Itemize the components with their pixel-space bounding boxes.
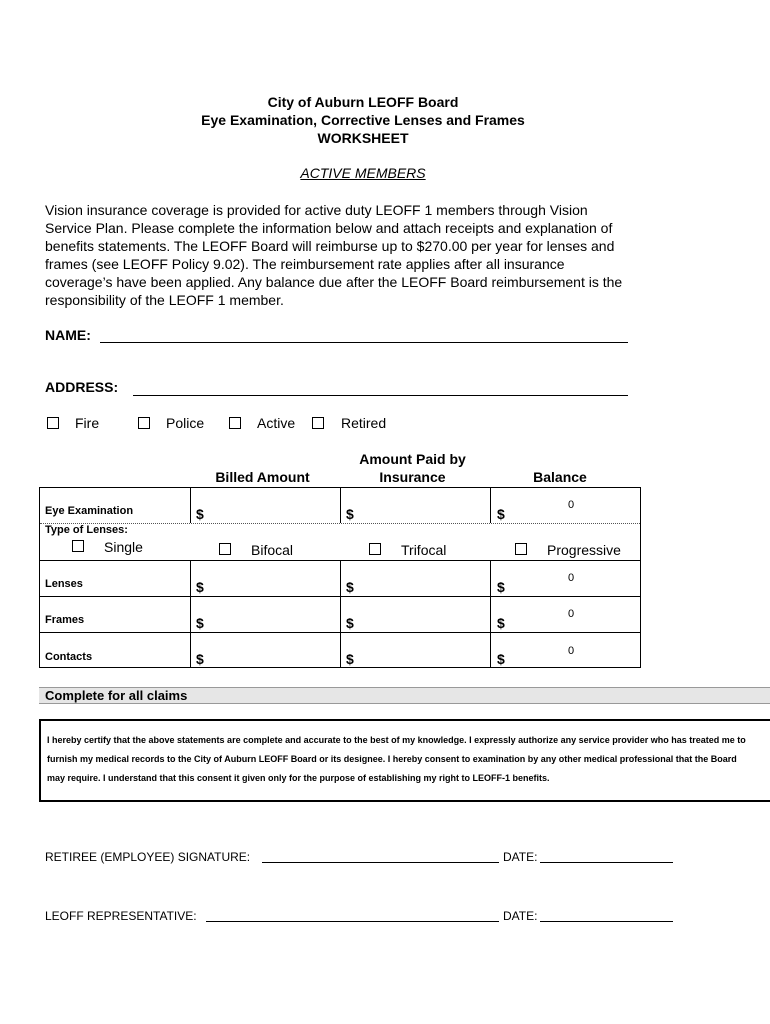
representative-date-field[interactable] xyxy=(540,907,673,922)
progressive-lens-label: Progressive xyxy=(547,542,621,558)
eye-paid-dollar[interactable]: $ xyxy=(346,506,354,522)
intro-line: frames (see LEOFF Policy 9.02). The reimbursement rate applies after all insurance xyxy=(45,256,565,272)
address-field[interactable] xyxy=(133,381,628,396)
form-subtitle: ACTIVE MEMBERS xyxy=(300,165,426,181)
bifocal-lens-label: Bifocal xyxy=(251,542,294,558)
trifocal-lens-checkbox[interactable] xyxy=(369,543,381,555)
frames-balance-dollar[interactable]: $ xyxy=(497,615,505,631)
table-row-divider xyxy=(40,632,640,633)
lenses-paid-dollar[interactable]: $ xyxy=(346,579,354,595)
table-row-divider xyxy=(40,596,640,597)
col-balance: Balance xyxy=(533,469,587,485)
table-divider xyxy=(340,560,341,668)
eye-balance-value: 0 xyxy=(568,499,575,511)
retiree-date-label: DATE: xyxy=(503,850,538,864)
retiree-signature-field[interactable] xyxy=(262,848,499,863)
retiree-signature-label: RETIREE (EMPLOYEE) SIGNATURE: xyxy=(45,850,251,864)
retired-label: Retired xyxy=(341,415,387,431)
bifocal-lens-checkbox[interactable] xyxy=(219,543,231,555)
col-billed-amount: Billed Amount xyxy=(215,469,310,485)
form-title-line2: Eye Examination, Corrective Lenses and Frames xyxy=(201,112,525,128)
banner-text: Complete for all claims xyxy=(45,688,188,703)
leoff-representative-field[interactable] xyxy=(206,907,499,922)
table-divider xyxy=(190,488,191,523)
retired-checkbox[interactable] xyxy=(312,417,324,429)
table-divider xyxy=(190,560,191,668)
frames-balance-value: 0 xyxy=(568,608,575,620)
active-label: Active xyxy=(257,415,296,431)
row-eye-examination: Eye Examination xyxy=(45,505,134,517)
table-row-divider xyxy=(40,560,640,561)
form-title-line1: City of Auburn LEOFF Board xyxy=(267,94,459,110)
lenses-balance-dollar[interactable]: $ xyxy=(497,579,505,595)
representative-date-label: DATE: xyxy=(503,909,538,923)
frames-billed-dollar[interactable]: $ xyxy=(196,615,204,631)
table-divider xyxy=(490,560,491,668)
col-amount-paid-line2: Insurance xyxy=(379,469,446,485)
intro-paragraph xyxy=(45,201,695,309)
certification-text: I hereby certify that the above statements are complete and accurate to the best of my knowledge. I expressly authorize any service provider who has treated me to furnish my medical records to the City of Auburn LEOFF Board or its designee. I hereby consent to examination by any other medical professional that the Board may require. I understand that this consent it given only for the purpose of establishing my right to LEOFF-1 benefits. xyxy=(47,735,746,783)
col-amount-paid xyxy=(340,450,485,486)
contacts-balance-dollar[interactable]: $ xyxy=(497,651,505,667)
name-label: NAME: xyxy=(45,327,91,343)
active-checkbox[interactable] xyxy=(229,417,241,429)
intro-line: coverage’s have been applied. Any balance due after the LEOFF Board reimbursement is the xyxy=(45,274,623,290)
intro-line: Service Plan. Please complete the information below and attach receipts and explanation of xyxy=(45,220,613,236)
certification-box xyxy=(39,719,770,802)
name-field[interactable] xyxy=(100,328,628,343)
table-row-divider xyxy=(40,523,640,524)
address-label: ADDRESS: xyxy=(45,379,119,395)
type-of-lenses-label: Type of Lenses: xyxy=(45,524,128,536)
row-contacts: Contacts xyxy=(45,651,93,663)
intro-line: responsibility of the LEOFF 1 member. xyxy=(45,292,284,308)
intro-line: Vision insurance coverage is provided for active duty LEOFF 1 members through Vision xyxy=(45,202,588,218)
contacts-billed-dollar[interactable]: $ xyxy=(196,651,204,667)
police-checkbox[interactable] xyxy=(138,417,150,429)
contacts-balance-value: 0 xyxy=(568,645,575,657)
progressive-lens-checkbox[interactable] xyxy=(515,543,527,555)
form-title-line3: WORKSHEET xyxy=(317,130,409,146)
contacts-paid-dollar[interactable]: $ xyxy=(346,651,354,667)
fire-checkbox[interactable] xyxy=(47,417,59,429)
eye-balance-dollar[interactable]: $ xyxy=(497,506,505,522)
frames-paid-dollar[interactable]: $ xyxy=(346,615,354,631)
leoff-representative-label: LEOFF REPRESENTATIVE: xyxy=(45,909,197,923)
fire-label: Fire xyxy=(75,415,100,431)
trifocal-lens-label: Trifocal xyxy=(401,542,447,558)
retiree-date-field[interactable] xyxy=(540,848,673,863)
table-divider xyxy=(340,488,341,523)
single-lens-label: Single xyxy=(104,539,143,555)
table-divider xyxy=(490,488,491,523)
single-lens-checkbox[interactable] xyxy=(72,540,84,552)
lenses-balance-value: 0 xyxy=(568,572,575,584)
police-label: Police xyxy=(166,415,205,431)
eye-billed-dollar[interactable]: $ xyxy=(196,506,204,522)
col-amount-paid-line1: Amount Paid by xyxy=(359,451,466,467)
lenses-billed-dollar[interactable]: $ xyxy=(196,579,204,595)
row-lenses: Lenses xyxy=(45,578,83,590)
row-frames: Frames xyxy=(45,614,85,626)
intro-line: benefits statements. The LEOFF Board will reimburse up to $270.00 per year for lenses and xyxy=(45,238,615,254)
complete-all-claims-banner xyxy=(39,687,770,704)
